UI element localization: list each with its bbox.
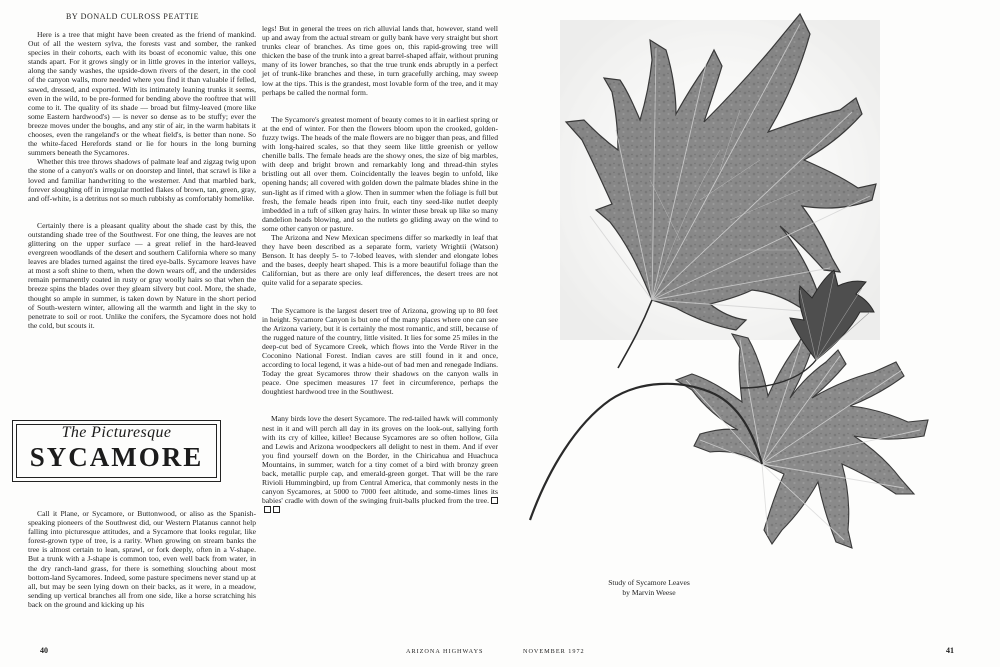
- paragraph: Whether this tree throws shadows of palmate leaf and zigzag twig upon the stone of a canyon's walls or on doorstep and lintel, that scrawl is like a loved and familiar handwriting to the westerner. And that marbled bark, forever sloughing off in irregular mottled flakes of brown, tan, green, gray, and off-white, is a detritus not so much rubbishy as comfortably homelike.: [28, 157, 256, 203]
- page-number-right: 41: [946, 646, 954, 655]
- paragraph: The Sycamore is the largest desert tree of Arizona, growing up to 80 feet in height. Sycamore Canyon is but one of the many places where one can see the Arizona variety, but it is certainly the most romantic, and still, because of the rugged nature of the country, little visited. It lies for some 25 miles in the deep-cut bed of Sycamore Creek, which flows into the Verde River in the Coconino National Forest. Indian caves are still found in it and once, according to local legend, it was a hide-out of bad men and renegade Indians. Today the great Sycamores throw their shadows on the canyon walls in peace. One specimen measures 17 feet in circumference, perhaps the doughtiest hardwood tree in the Southwest.: [262, 305, 498, 397]
- title-box: [12, 420, 221, 482]
- issue-date: NOVEMBER 1972: [523, 648, 585, 655]
- sycamore-leaves-illustration: [500, 0, 1000, 640]
- text-column-left-top: [28, 30, 256, 330]
- byline: BY DONALD CULROSS PEATTIE: [66, 12, 200, 21]
- text-column-middle: [262, 24, 498, 515]
- page-number-left: 40: [40, 646, 48, 655]
- paragraph-text: Many birds love the desert Sycamore. The red-tailed hawk will commonly nest in it and will perch all day in its groves on the look-out, sallying forth with its cry of killee, killee! Because Sycamores are so often hollow, Gila and Lewis and Arizona woodpeckers all delight to nest in them. And if ever you find yourself down on the Border, in the Chiricahua and Huachuca Mountains, in summer, watch for a tiny comet of a bird with bronzy green back, metallic purple cap, and emerald-green gorget. That will be the rare Rivioli Hummingbird, up from Central America, that commonly nests in the canyon Sycamores, at 5000 to 7000 feet altitude, and some-times lines its babies' cradle with down of the swinging fruit-balls plucked from the tree.: [262, 414, 498, 506]
- paragraph: The Arizona and New Mexican specimens differ so markedly in leaf that they have been described as a separate form, variety Wrightii (Watson) Benson. It has deeply 5- to 7-lobed leaves, with slender and elongate lobes and the bases, deeply heart shaped. This is a more beautiful foliage than the Californian, but as there are only leaf differences, the desert trees are not quite valid for a separate species.: [262, 232, 498, 288]
- caption-title: Study of Sycamore Leaves: [608, 578, 690, 587]
- end-mark: [264, 506, 271, 513]
- title-kicker: The Picturesque: [61, 424, 172, 441]
- end-mark: [491, 497, 498, 504]
- paragraph: Call it Plane, or Sycamore, or Buttonwood, or aliso as the Spanish-speaking pioneers of the Southwest did, our Western Platanus cannot help falling into picturesque attitudes, and a Sycamore that looks regular, like forest-grown type of tree, is a rarity. When growing on stream banks the tree is almost certain to lean, sprawl, or fork deeply, often in a V-shape. But a trunk with a J-shape is common too, even well back from water, in the dry ranch-land grass, for there is something slouching about most bottom-land Sycamores. Indeed, some pasture specimens never stand up at all, but may be seen lying down on their backs, as it were, in a meadow, sending up vertical branches all from one side, like a horse scratching his back on the ground and kicking up his: [28, 509, 256, 609]
- paragraph: Here is a tree that might have been created as the friend of mankind. Out of all the western sylva, the forests vast and somber, the ranked species in their cohorts, each with its boast of economic value, this one stands apart. For it grows singly or in little groves in the interior valleys, along the sandy washes, the upside-down rivers of the desert, in the cool of the canyon walls, more needed where you find it than valuable if felled, sawed, dressed, and exported. With its intimately leaning trunks it seems, even in the wild, to be pre-formed for bending above the rooftree that will come to it. The quality of its shade — broad but filmy-leaved (more like some Eastern hardwood's) — is never so dense as to be stuffy; ever the breeze moves under the boughs, and any stir of air, in the warm habitats it chooses, even the rangeland's or the wheat field's, is better than none. So the white-faced Herefords stand or lie for hours in the long burning summers beneath the Sycamores.: [28, 30, 256, 158]
- paragraph: Certainly there is a pleasant quality about the shade cast by this, the outstanding shade tree of the Southwest. For one thing, the leaves are not glittering on the upper surface — a great relief in the hard-leaved evergreen woodlands of the desert and southern California where so many leaves are blades turned against the tired eye-balls. Sycamore leaves have at most a soft shine to them, when the down wears off, and the undersides remain permanently coated in rusty or gray woolly hairs so that when the breeze spins the blades over they gleam silvery but cool. More, the shade, thought so ample in summer, is taken down by Nature in the short period of South-western winter, allowing all the warmth and light in the sky to penetrate to soil or root. Unlike the conifers, the Sycamore does not hold the cold, but scouts it.: [28, 220, 256, 330]
- page-title: SYCAMORE: [29, 442, 204, 472]
- magazine-name: ARIZONA HIGHWAYS: [406, 648, 484, 655]
- caption-credit: by Marvin Weese: [622, 588, 676, 597]
- paragraph: The Sycamore's greatest moment of beauty comes to it in earliest spring or at the end of winter. For then the flowers bloom upon the crooked, golden-fuzzy twigs. The heads of the male flowers are no bigger than peas, and filled with long-haired scales, so that they seem like little greenish or yellow chenille balls. The female heads are the showy ones, the size of big marbles, with deep and bright brown and remarkably long and thread-thin styles bristling out all over them. Coincidentally the leaves begin to unfold, like opening hands; all covered with golden down the palmate blades shine in the sun-light as if rimed with a glow. Then in summer when the foliage is full but fresh, the female heads ripen into fruit, each tiny seed-like nutlet deeply imbedded in a tuft of silken gray hairs. In winter these break up like so many dandelion heads blowing, and so the nutlets go gliding away on the wind to some other canyon or pasture.: [262, 114, 499, 233]
- end-mark: [273, 506, 280, 513]
- illustration-caption: [594, 578, 704, 598]
- paragraph: legs! But in general the trees on rich alluvial lands that, however, stand well up and away from the actual stream or gully bank have very straight but short trunks clear of branches. As time goes on, this rapid-growing tree will thicken the base of the trunk into a great barrel-shaped affair, without pruning many of its lower branches, so that the true trunk ends abruptly in a perfect jet of trunk-like branches and these, in turn gracefully arching, may sweep low at the tips. This is the grandest, most lovable form of the tree, and it may perhaps be called the normal form.: [262, 24, 498, 97]
- text-column-left-bottom: [28, 509, 256, 609]
- paragraph-with-end-marks: [262, 414, 498, 514]
- lower-leaf: [676, 330, 928, 548]
